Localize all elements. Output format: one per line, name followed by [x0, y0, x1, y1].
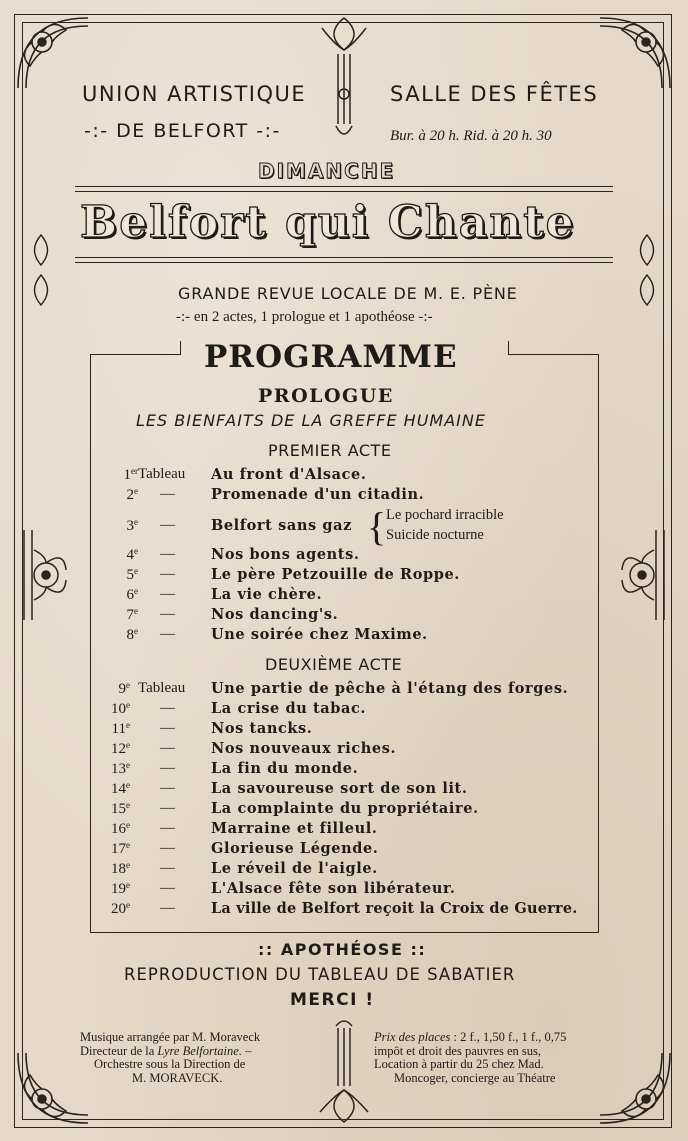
act2-row-20 [100, 900, 590, 920]
prologue-title: LES BIENFAITS DE LA GREFFE HUMAINE [136, 411, 486, 430]
act2-row-13 [100, 760, 590, 780]
row-mark: — [160, 840, 175, 856]
footer-left-line1: Musique arrangée par M. Moraveck [80, 1030, 261, 1044]
row-title: Une partie de pêche à l'étang des forges. [211, 680, 569, 697]
row-number: 7e [126, 606, 138, 623]
act1-row-1 [100, 466, 590, 486]
row-title: Nos bons agents. [211, 546, 360, 563]
act2-row-19 [100, 880, 590, 900]
row-mark: — [160, 517, 175, 533]
row-title: Une soirée chez Maxime. [211, 626, 428, 643]
row-title: La ville de Belfort reçoit la Croix de Guerre. [211, 900, 578, 917]
programme-heading: PROGRAMME [204, 339, 458, 375]
right-side-ornament [612, 520, 682, 630]
row-mark: — [160, 586, 175, 602]
row-mark: — [160, 860, 175, 876]
subtitle: GRANDE REVUE LOCALE DE M. E. PÈNE [178, 284, 518, 303]
row-mark: — [160, 780, 175, 796]
sub-item-2: Suicide nocturne [386, 527, 484, 543]
row-number: 13e [111, 760, 130, 777]
corner-ornament-top-right [590, 8, 680, 98]
header-venue-line1: SALLE DES FÊTES [390, 82, 599, 106]
row-title: Glorieuse Légende. [211, 840, 379, 857]
act2-heading: DEUXIÈME ACTE [265, 655, 403, 674]
row-mark: — [160, 546, 175, 562]
merci-line: MERCI ! [290, 990, 375, 1010]
footer-left-line2: Directeur de la Lyre Belfortaine. – [80, 1043, 252, 1058]
row-mark: — [160, 486, 175, 502]
act1-row-7 [100, 606, 590, 626]
row-number: 6e [126, 586, 138, 603]
left-upper-ornament [26, 230, 56, 310]
row-title: La vie chère. [211, 586, 323, 603]
act2-row-11 [100, 720, 590, 740]
row-title: Le réveil de l'aigle. [211, 860, 378, 877]
row-mark: — [160, 740, 175, 756]
left-side-ornament [6, 520, 76, 630]
row-mark: — [160, 900, 175, 916]
act1-row-3 [100, 517, 590, 537]
row-mark: Tableau [138, 680, 186, 696]
row-number: 2e [126, 486, 138, 503]
act2-row-9 [100, 680, 590, 700]
row-number: 12e [111, 740, 130, 757]
act2-row-17 [100, 840, 590, 860]
row-mark: — [160, 820, 175, 836]
footer-right-line3: Location à partir du 25 chez Mad. [374, 1057, 544, 1071]
subtitle-acts: -:- en 2 actes, 1 prologue et 1 apothéose -:- [176, 309, 433, 325]
row-mark: — [160, 760, 175, 776]
footer-right-line2: impôt et droit des pauvres en sus, [374, 1043, 541, 1058]
row-mark: — [160, 800, 175, 816]
row-title: La fin du monde. [211, 760, 359, 777]
act1-row-5 [100, 566, 590, 586]
day-label: DIMANCHE [258, 159, 396, 183]
top-center-ornament [314, 14, 374, 144]
footer-left-line4: M. MORAVECK. [132, 1070, 223, 1085]
row-number: 17e [111, 840, 130, 857]
act2-row-15 [100, 800, 590, 820]
programme-box-top-left [90, 354, 180, 355]
act1-row-6 [100, 586, 590, 606]
row-number: 4e [126, 546, 138, 563]
act2-row-12 [100, 740, 590, 760]
act1-row-4 [100, 546, 590, 566]
row-number: 16e [111, 820, 130, 837]
footer-left-line3: Orchestre sous la Direction de [94, 1057, 246, 1071]
box-tick-right [508, 341, 509, 355]
row-title: Nos nouveaux riches. [211, 740, 397, 757]
row-number: 1er [123, 466, 138, 483]
row-title: Nos tancks. [211, 720, 313, 737]
row-number: 10e [111, 700, 130, 717]
title-rule-bottom-1 [75, 257, 613, 258]
row-title: Belfort sans gaz [211, 517, 352, 534]
row-title: L'Alsace fête son libérateur. [211, 880, 456, 897]
act2-row-18 [100, 860, 590, 880]
title-rule-top-1 [75, 186, 613, 187]
row-mark: — [160, 566, 175, 582]
box-tick-left [180, 341, 181, 355]
act2-row-16 [100, 820, 590, 840]
apotheose-heading: :: APOTHÉOSE :: [258, 940, 427, 959]
row-number: 9e [118, 680, 130, 697]
row-number: 8e [126, 626, 138, 643]
row-mark: — [160, 700, 175, 716]
row-number: 18e [111, 860, 130, 877]
row-title: Promenade d'un citadin. [211, 486, 425, 503]
act2-row-14 [100, 780, 590, 800]
bottom-center-ornament [314, 1016, 374, 1126]
row-number: 19e [111, 880, 130, 897]
row-title: La complainte du propriétaire. [211, 800, 479, 817]
footer-right-line1: Prix des places : 2 f., 1,50 f., 1 f., 0,75 [374, 1030, 567, 1044]
header-org-line2: -:- DE BELFORT -:- [84, 120, 281, 142]
title-rule-top-2 [75, 191, 613, 192]
row-title: Le père Petzouille de Roppe. [211, 566, 460, 583]
footer-right-line4: Moncoger, concierge au Théatre [394, 1070, 556, 1085]
row-number: 5e [126, 566, 138, 583]
row-title: Au front d'Alsace. [211, 466, 367, 483]
prologue-heading: PROLOGUE [258, 385, 394, 407]
footer-right [374, 1031, 566, 1085]
sub-item-1: Le pochard irracible [386, 507, 504, 523]
act1-row-8 [100, 626, 590, 646]
row-title: Nos dancing's. [211, 606, 339, 623]
row-number: 15e [111, 800, 130, 817]
show-title: Belfort qui Chante [80, 197, 576, 248]
programme-box-top-right [508, 354, 598, 355]
right-upper-ornament [632, 230, 662, 310]
act2-row-10 [100, 700, 590, 720]
row-mark: — [160, 880, 175, 896]
row-mark: — [160, 720, 175, 736]
title-rule-bottom-2 [75, 262, 613, 263]
row-number: 3e [126, 517, 138, 534]
row-mark: — [160, 606, 175, 622]
row-mark: — [160, 626, 175, 642]
header-org-line1: UNION ARTISTIQUE [82, 82, 307, 106]
row-number: 11e [111, 720, 130, 737]
row-mark: Tableau [138, 466, 186, 482]
footer-left [80, 1031, 260, 1085]
act1-heading: PREMIER ACTE [268, 441, 392, 460]
header-venue-times: Bur. à 20 h. Rid. à 20 h. 30 [390, 128, 552, 144]
sub-items-brace: { [367, 504, 387, 549]
row-title: La savoureuse sort de son lit. [211, 780, 468, 797]
act1-row-2 [100, 486, 590, 506]
row-title: La crise du tabac. [211, 700, 367, 717]
row-title: Marraine et filleul. [211, 820, 378, 837]
corner-ornament-bottom-right [590, 1043, 680, 1133]
reproduction-line: REPRODUCTION DU TABLEAU DE SABATIER [124, 965, 516, 984]
row-number: 14e [111, 780, 130, 797]
row-number: 20e [111, 900, 130, 917]
